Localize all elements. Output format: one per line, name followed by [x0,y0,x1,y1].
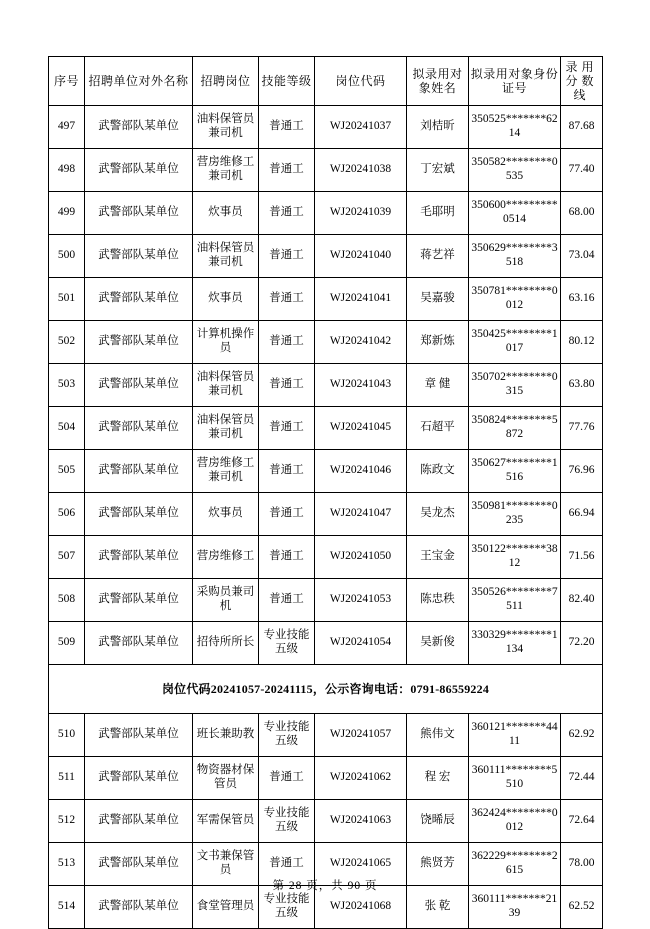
cell-skill: 普通工 [259,235,315,278]
table-row [49,622,603,665]
cell-score: 62.92 [561,714,603,757]
cell-unit: 武警部队某单位 [85,493,193,536]
table-row [49,407,603,450]
cell-code: WJ20241046 [315,450,407,493]
cell-seq: 503 [49,364,85,407]
cell-unit: 武警部队某单位 [85,800,193,843]
cell-id: 350627********1516 [469,450,561,493]
cell-id: 350981********0235 [469,493,561,536]
cell-skill: 普通工 [259,843,315,886]
cell-skill: 专业技能五级 [259,622,315,665]
cell-post: 营房维修工兼司机 [193,149,259,192]
cell-post: 招待所所长 [193,622,259,665]
cell-name: 程 宏 [407,757,469,800]
recruitment-table [48,56,603,929]
cell-seq: 506 [49,493,85,536]
cell-name: 吴龙杰 [407,493,469,536]
cell-seq: 501 [49,278,85,321]
page-number: 第 28 页，共 90 页 [272,880,378,892]
cell-code: WJ20241054 [315,622,407,665]
column-header-code: 岗位代码 [315,57,407,106]
cell-unit: 武警部队某单位 [85,886,193,929]
cell-post: 油料保管员兼司机 [193,106,259,149]
cell-unit: 武警部队某单位 [85,579,193,622]
cell-post: 油料保管员兼司机 [193,364,259,407]
cell-post: 油料保管员兼司机 [193,235,259,278]
table-header [49,57,603,106]
cell-unit: 武警部队某单位 [85,235,193,278]
table-body [49,106,603,929]
notice-text: 岗位代码20241057-20241115，公示咨询电话：0791-86559224 [49,665,603,714]
cell-name: 熊贤芳 [407,843,469,886]
cell-code: WJ20241057 [315,714,407,757]
cell-unit: 武警部队某单位 [85,364,193,407]
cell-name: 毛耶明 [407,192,469,235]
cell-seq: 508 [49,579,85,622]
cell-name: 熊伟文 [407,714,469,757]
cell-skill: 专业技能五级 [259,714,315,757]
cell-code: WJ20241040 [315,235,407,278]
cell-post: 军需保管员 [193,800,259,843]
column-header-post: 招聘岗位 [193,57,259,106]
page-footer [0,877,650,893]
cell-score: 80.12 [561,321,603,364]
cell-skill: 普通工 [259,450,315,493]
table-row [49,579,603,622]
cell-id: 360121*******4411 [469,714,561,757]
cell-name: 刘桔昕 [407,106,469,149]
cell-post: 文书兼保管员 [193,843,259,886]
cell-skill: 普通工 [259,321,315,364]
cell-seq: 497 [49,106,85,149]
cell-post: 物资器材保管员 [193,757,259,800]
cell-id: 350702********0315 [469,364,561,407]
cell-post: 炊事员 [193,192,259,235]
cell-code: WJ20241047 [315,493,407,536]
table-row [49,757,603,800]
cell-code: WJ20241050 [315,536,407,579]
table-row [49,235,603,278]
cell-name: 王宝金 [407,536,469,579]
cell-name: 蒋艺祥 [407,235,469,278]
cell-score: 72.44 [561,757,603,800]
cell-unit: 武警部队某单位 [85,622,193,665]
cell-score: 68.00 [561,192,603,235]
cell-id: 362424********0012 [469,800,561,843]
cell-skill: 普通工 [259,493,315,536]
cell-id: 350582********0535 [469,149,561,192]
cell-id: 350122*******3812 [469,536,561,579]
cell-score: 87.68 [561,106,603,149]
cell-seq: 512 [49,800,85,843]
cell-seq: 502 [49,321,85,364]
table-row [49,714,603,757]
cell-code: WJ20241041 [315,278,407,321]
cell-post: 班长兼助教 [193,714,259,757]
table-row [49,192,603,235]
cell-score: 77.40 [561,149,603,192]
cell-score: 78.00 [561,843,603,886]
cell-code: WJ20241065 [315,843,407,886]
cell-skill: 普通工 [259,536,315,579]
cell-seq: 500 [49,235,85,278]
cell-seq: 511 [49,757,85,800]
cell-unit: 武警部队某单位 [85,757,193,800]
cell-code: WJ20241042 [315,321,407,364]
cell-name: 陈政文 [407,450,469,493]
cell-unit: 武警部队某单位 [85,536,193,579]
cell-id: 350824********5872 [469,407,561,450]
column-header-seq: 序号 [49,57,85,106]
cell-score: 72.64 [561,800,603,843]
cell-seq: 498 [49,149,85,192]
cell-post: 炊事员 [193,278,259,321]
cell-id: 350781********0012 [469,278,561,321]
cell-name: 章 健 [407,364,469,407]
cell-post: 营房维修工 [193,536,259,579]
cell-score: 82.40 [561,579,603,622]
table-row [49,364,603,407]
cell-id: 360111*******2139 [469,886,561,929]
cell-unit: 武警部队某单位 [85,843,193,886]
column-header-skill: 技能等级 [259,57,315,106]
cell-score: 62.52 [561,886,603,929]
cell-skill: 普通工 [259,364,315,407]
cell-code: WJ20241039 [315,192,407,235]
cell-score: 77.76 [561,407,603,450]
cell-unit: 武警部队某单位 [85,278,193,321]
table-row [49,321,603,364]
cell-seq: 510 [49,714,85,757]
cell-code: WJ20241062 [315,757,407,800]
cell-name: 张 乾 [407,886,469,929]
cell-seq: 514 [49,886,85,929]
table-header-row [49,57,603,106]
cell-id: 350425********1017 [469,321,561,364]
table-row [49,800,603,843]
cell-id: 362229********2615 [469,843,561,886]
cell-name: 饶晞辰 [407,800,469,843]
cell-skill: 专业技能五级 [259,800,315,843]
cell-name: 吴嘉骏 [407,278,469,321]
table-row [49,106,603,149]
cell-skill: 普通工 [259,192,315,235]
cell-unit: 武警部队某单位 [85,321,193,364]
cell-score: 76.96 [561,450,603,493]
table-row [49,493,603,536]
cell-seq: 507 [49,536,85,579]
table-row [49,536,603,579]
cell-skill: 普通工 [259,579,315,622]
cell-score: 63.80 [561,364,603,407]
cell-id: 360111********5510 [469,757,561,800]
notice-row [49,665,603,714]
cell-post: 油料保管员兼司机 [193,407,259,450]
cell-unit: 武警部队某单位 [85,106,193,149]
cell-seq: 513 [49,843,85,886]
cell-code: WJ20241038 [315,149,407,192]
cell-code: WJ20241068 [315,886,407,929]
cell-score: 72.20 [561,622,603,665]
cell-code: WJ20241063 [315,800,407,843]
column-header-name: 拟录用对象姓名 [407,57,469,106]
cell-score: 71.56 [561,536,603,579]
cell-id: 350629********3518 [469,235,561,278]
cell-unit: 武警部队某单位 [85,149,193,192]
cell-name: 石超平 [407,407,469,450]
cell-id: 350525*******6214 [469,106,561,149]
cell-unit: 武警部队某单位 [85,407,193,450]
cell-skill: 普通工 [259,407,315,450]
cell-code: WJ20241045 [315,407,407,450]
table-row [49,278,603,321]
cell-post: 食堂管理员 [193,886,259,929]
column-header-id: 拟录用对象身份证号 [469,57,561,106]
cell-seq: 509 [49,622,85,665]
cell-name: 丁宏斌 [407,149,469,192]
cell-skill: 普通工 [259,278,315,321]
cell-post: 采购员兼司机 [193,579,259,622]
cell-post: 计算机操作员 [193,321,259,364]
cell-score: 73.04 [561,235,603,278]
table-row [49,149,603,192]
table-row [49,450,603,493]
cell-skill: 普通工 [259,106,315,149]
cell-post: 炊事员 [193,493,259,536]
cell-unit: 武警部队某单位 [85,714,193,757]
cell-seq: 504 [49,407,85,450]
column-header-unit: 招聘单位对外名称 [85,57,193,106]
cell-code: WJ20241043 [315,364,407,407]
cell-seq: 505 [49,450,85,493]
cell-name: 郑新炼 [407,321,469,364]
cell-unit: 武警部队某单位 [85,450,193,493]
cell-code: WJ20241037 [315,106,407,149]
cell-post: 营房维修工兼司机 [193,450,259,493]
cell-id: 350600*********0514 [469,192,561,235]
cell-code: WJ20241053 [315,579,407,622]
cell-name: 陈忠秩 [407,579,469,622]
cell-name: 吴新俊 [407,622,469,665]
cell-id: 350526********7511 [469,579,561,622]
cell-unit: 武警部队某单位 [85,192,193,235]
cell-id: 330329********1134 [469,622,561,665]
cell-score: 63.16 [561,278,603,321]
cell-skill: 普通工 [259,757,315,800]
column-header-score: 录用分数线 [561,57,603,106]
cell-score: 66.94 [561,493,603,536]
cell-skill: 普通工 [259,149,315,192]
cell-seq: 499 [49,192,85,235]
cell-skill: 专业技能五级 [259,886,315,929]
